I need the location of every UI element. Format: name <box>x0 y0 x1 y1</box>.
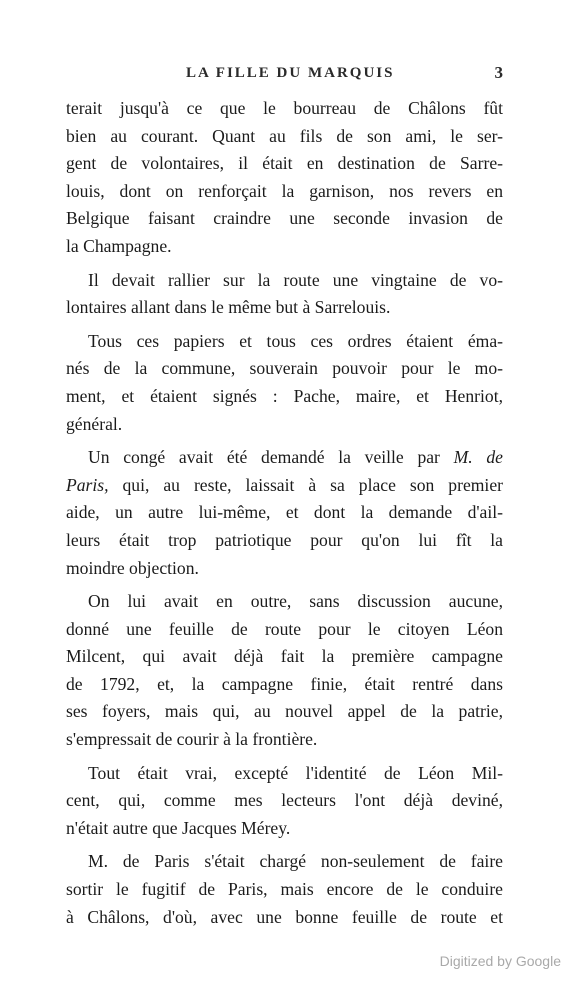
text-line: lontaires allant dans le même but à Sarrelouis. <box>66 297 391 318</box>
text-line: Tout était vrai, excepté l'identité de Léon Mil- <box>88 762 503 783</box>
text-line: la Champagne. <box>66 235 172 256</box>
text-line: Paris, qui, au reste, laissait à sa place son premier <box>66 474 503 495</box>
text-line: M. de Paris s'était chargé non-seulement de faire <box>88 851 503 872</box>
text-line: donné une feuille de route pour le citoyen Léon <box>66 618 503 639</box>
running-header <box>66 60 503 86</box>
paragraph <box>66 444 503 582</box>
text-line: n'était autre que Jacques Mérey. <box>66 817 291 838</box>
text-line: s'empressait de courir à la frontière. <box>66 729 318 750</box>
text-line: cent, qui, comme mes lecteurs l'ont déjà deviné, <box>66 790 503 811</box>
running-title: LA FILLE DU MARQUIS <box>186 64 395 81</box>
paragraph <box>66 848 503 931</box>
text-line: Milcent, qui avait déjà fait la première campagne <box>66 646 503 667</box>
text-line: Tous ces papiers et tous ces ordres étaient éma- <box>88 330 503 351</box>
text-line: Un congé avait été demandé la veille par M. de <box>88 447 503 468</box>
text-line: moindre objection. <box>66 557 199 578</box>
paragraph <box>66 588 503 754</box>
text-line: terait jusqu'à ce que le bourreau de Châlons fût <box>66 98 503 118</box>
text-line: ses foyers, mais qui, au nouvel appel de la patrie, <box>66 701 503 722</box>
text-line: général. <box>66 413 123 434</box>
text-line: Il devait rallier sur la route une vingtaine de vo- <box>88 269 503 290</box>
paragraph <box>66 760 503 843</box>
text-line: louis, dont on renforçait la garnison, nos revers en <box>66 180 503 201</box>
text-line: sortir le fugitif de Paris, mais encore de le conduire <box>66 879 503 900</box>
text-line: ment, et étaient signés : Pache, maire, et Henriot, <box>66 385 503 406</box>
page-number: 3 <box>494 63 503 82</box>
text-line: aide, un autre lui-même, et dont la demande d'ail- <box>66 502 503 523</box>
text-line: On lui avait en outre, sans discussion aucune, <box>88 591 503 612</box>
text-line: gent de volontaires, il était en destination de Sarre- <box>66 153 503 174</box>
body-text <box>66 95 503 937</box>
text-line: de 1792, et, la campagne finie, était rentré dans <box>66 673 503 694</box>
paragraph <box>66 267 503 322</box>
text-line: à Châlons, d'où, avec une bonne feuille de route et <box>66 906 503 927</box>
paragraph <box>66 95 503 261</box>
text-line: bien au courant. Quant au fils de son ami, le ser- <box>66 125 503 146</box>
text-line: leurs était trop patriotique pour qu'on lui fît la <box>66 529 503 550</box>
digitized-watermark: Digitized by Google <box>439 953 561 969</box>
text-line: nés de la commune, souverain pouvoir pour le mo- <box>66 358 503 379</box>
paragraph <box>66 328 503 438</box>
text-line: Belgique faisant craindre une seconde invasion de <box>66 208 503 229</box>
